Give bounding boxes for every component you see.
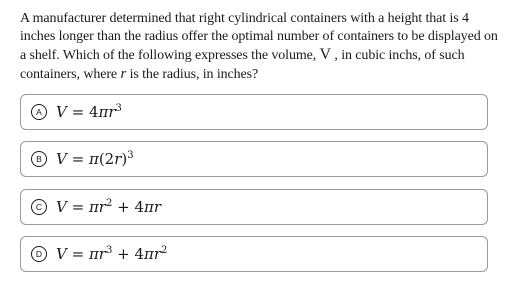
choice-letter-c: C <box>31 199 47 215</box>
choice-letter-a: A <box>31 104 47 120</box>
choice-letter-d: D <box>31 246 47 262</box>
radius-variable: r <box>120 66 127 82</box>
choice-letter-b: B <box>31 151 47 167</box>
answer-choice-b[interactable] <box>20 141 488 177</box>
choice-formula-c: $V = \pi r^2 + 4\pi r$ <box>56 198 162 216</box>
answer-choice-d[interactable] <box>20 236 488 272</box>
choice-formula-d: $V = \pi r^3 + 4\pi r^2$ <box>56 245 168 263</box>
answer-choice-c[interactable] <box>20 189 488 225</box>
question-text-part-3: is the radius, in inches? <box>126 67 259 82</box>
volume-variable: V <box>319 46 332 63</box>
question-text <box>20 10 504 84</box>
choice-formula-b: $V = \pi(2r)^3$ <box>56 150 134 168</box>
choice-formula-a: $V = 4\pi r^3$ <box>56 103 122 121</box>
question-text-part-1: A manufacturer determined that right cylindrical containers with a height that is 4 inches longer than the radius offer the optimal number of containers to be displayed on a shelf. Which of the following expresses the volume, <box>20 11 498 63</box>
answer-choice-a[interactable] <box>20 94 488 130</box>
question-text-part-2: , in cubic inchs, of such containers, where <box>20 48 465 82</box>
